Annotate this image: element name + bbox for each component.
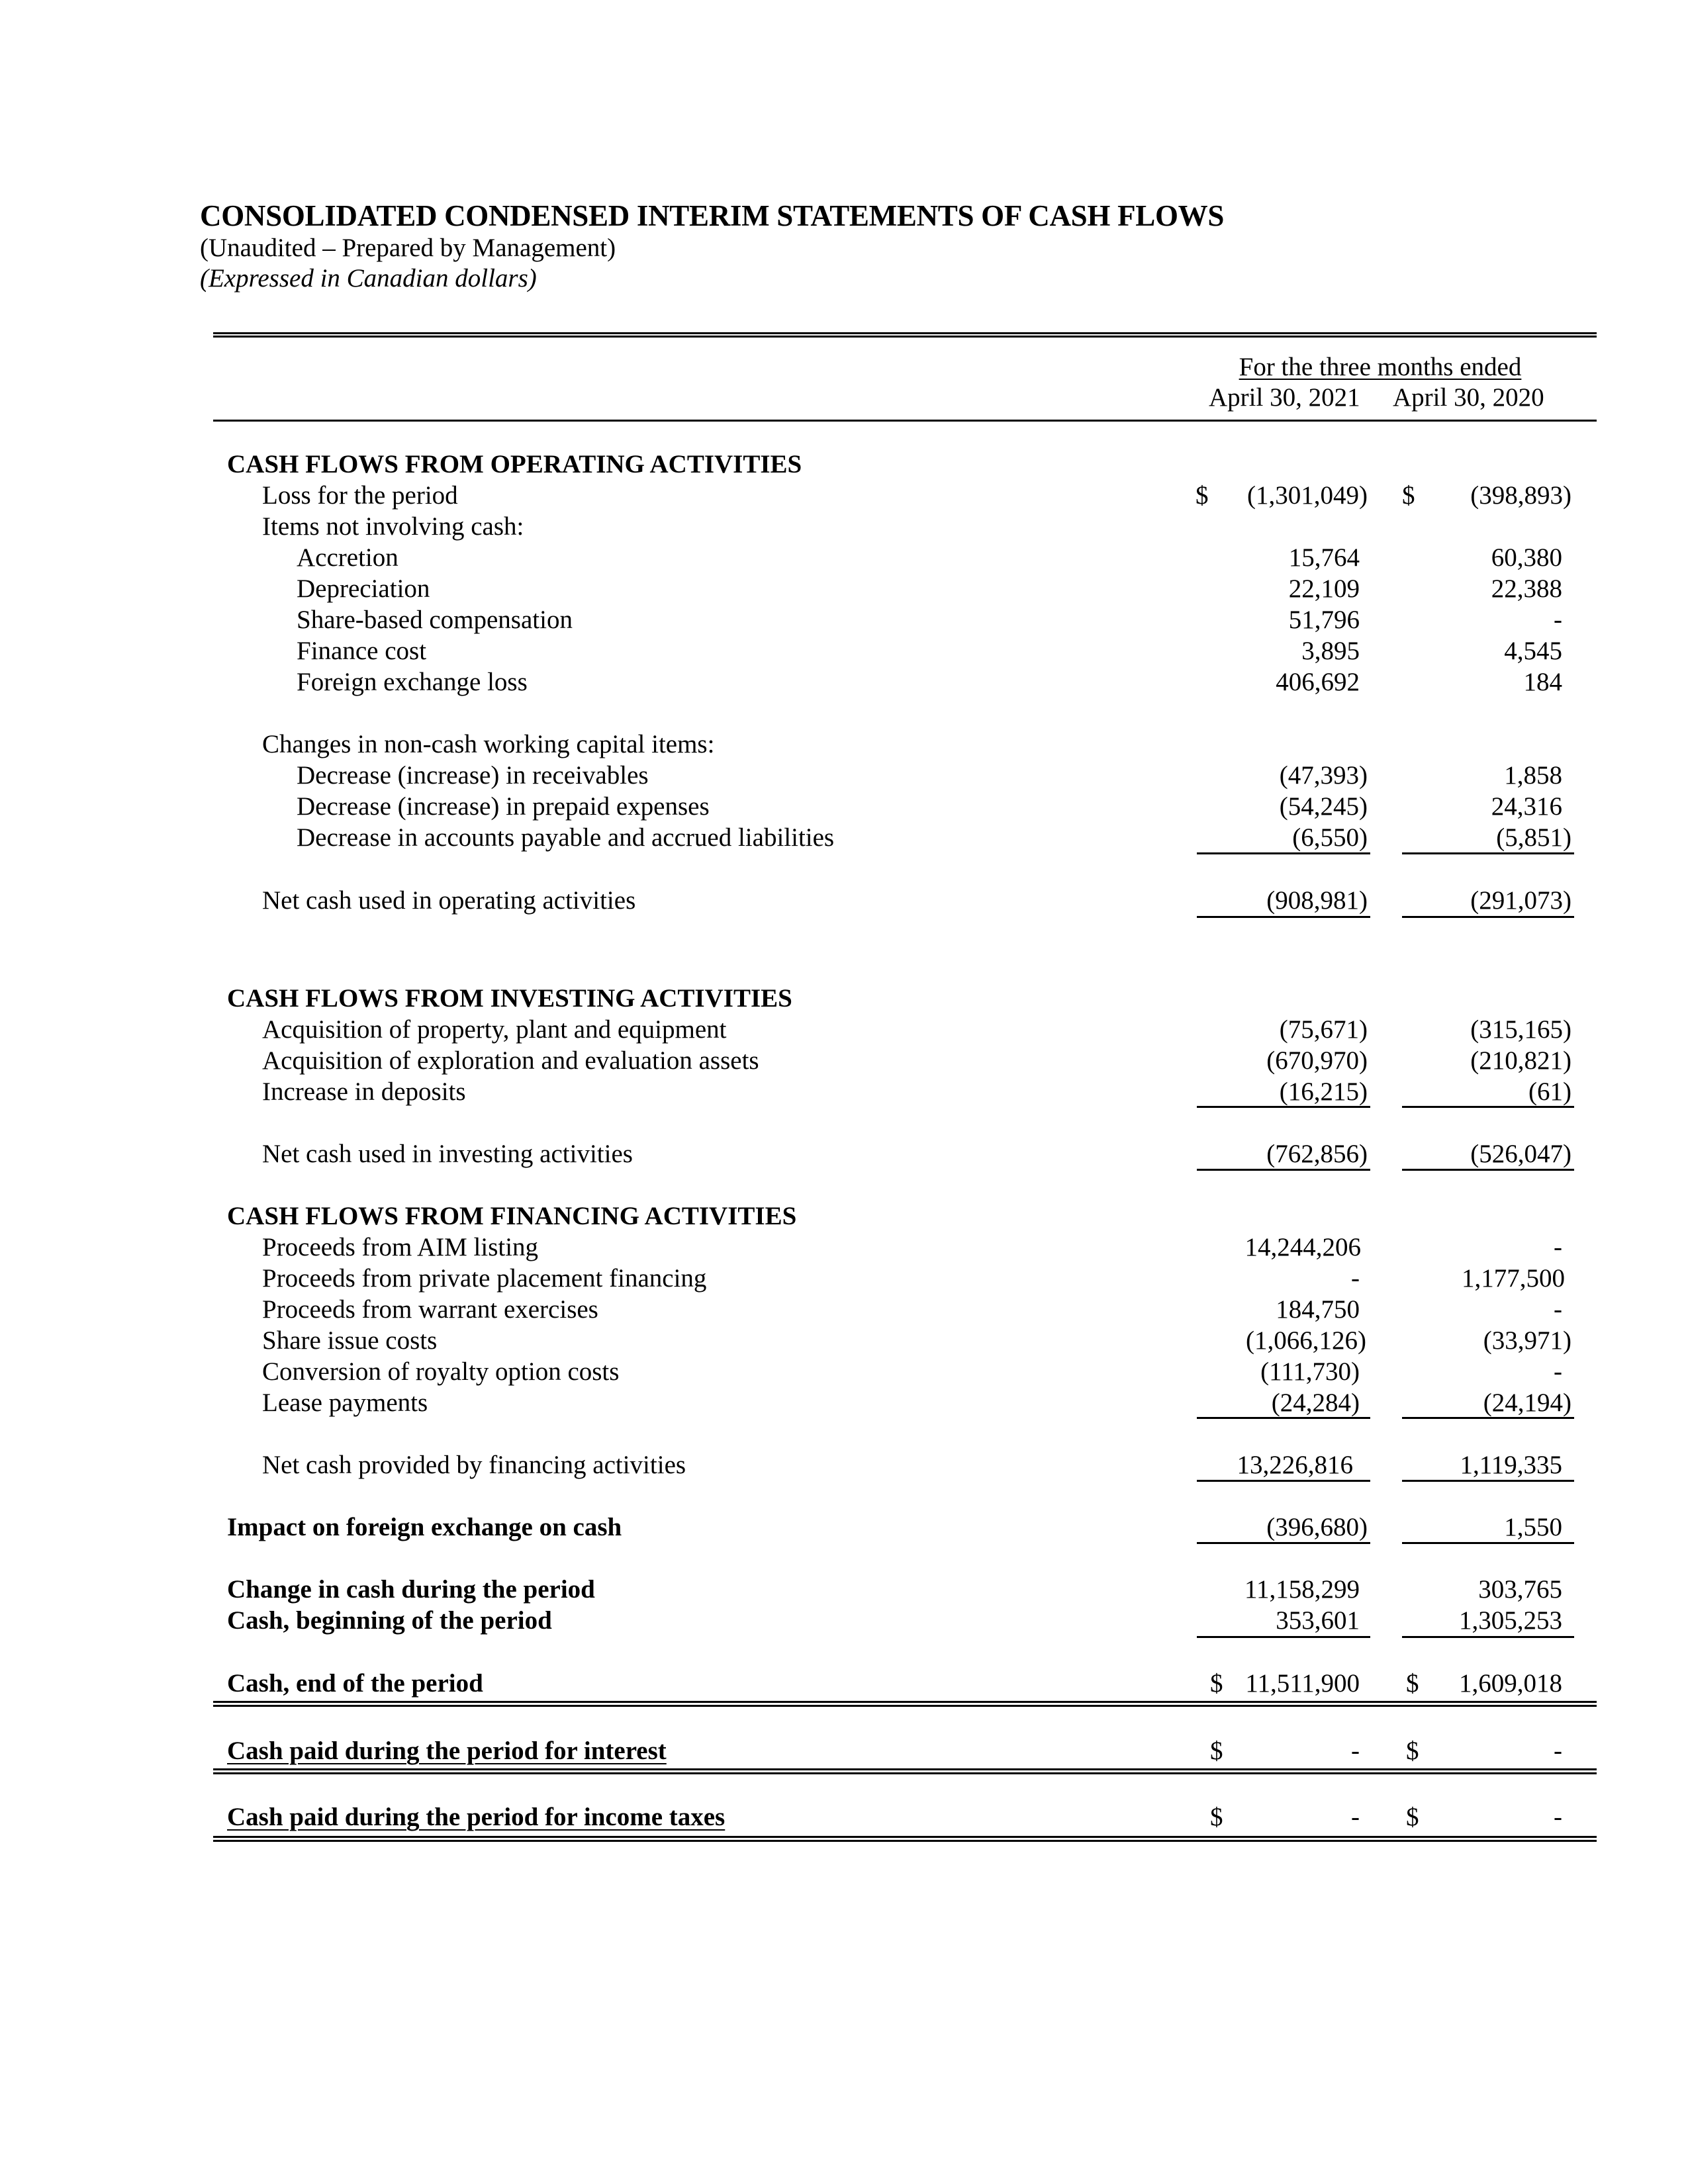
- value-2020: (210,821): [1470, 1046, 1571, 1075]
- value-2021: (111,730): [1260, 1357, 1360, 1386]
- value-2020: 1,177,500: [1462, 1264, 1565, 1293]
- value-2021: 11,511,900: [1245, 1669, 1360, 1698]
- value-2021: (1,066,126): [1246, 1326, 1366, 1355]
- subtotal-rule: [1197, 852, 1370, 854]
- column-header-2021: April 30, 2021: [1209, 383, 1360, 412]
- table-row: [0, 1325, 1688, 1356]
- value-2020: -: [1554, 1803, 1562, 1831]
- currency-symbol: $: [1406, 1669, 1419, 1698]
- section-heading: CASH FLOWS FROM FINANCING ACTIVITIES: [227, 1202, 797, 1230]
- currency-symbol: $: [1210, 1803, 1223, 1831]
- change-row: [0, 1574, 1688, 1605]
- value-2021: (75,671): [1279, 1015, 1368, 1044]
- row-label: Increase in deposits: [262, 1077, 466, 1106]
- double-rule: [213, 1772, 1597, 1774]
- taxes-row: [0, 1801, 1688, 1833]
- value-2021: -: [1351, 1803, 1360, 1831]
- table-row: [0, 635, 1688, 666]
- row-label: Decrease (increase) in receivables: [297, 761, 649, 790]
- row-label: Cash, end of the period: [227, 1669, 483, 1698]
- top-double-rule-2: [213, 336, 1597, 338]
- value-2021: 353,601: [1276, 1606, 1360, 1635]
- subheading-row: [0, 729, 1688, 760]
- currency-symbol: $: [1210, 1669, 1223, 1698]
- subheading: Changes in non-cash working capital items:: [262, 730, 715, 758]
- subtotal-rule: [1402, 852, 1574, 854]
- table-row: [0, 1232, 1688, 1263]
- fx-impact-row: [0, 1512, 1688, 1543]
- table-row: [0, 542, 1688, 573]
- value-2020: 184: [1523, 668, 1562, 696]
- value-2020: -: [1554, 1233, 1562, 1261]
- row-label: Net cash used in investing activities: [262, 1140, 633, 1168]
- total-row: [0, 885, 1688, 916]
- currency-symbol: $: [1406, 1737, 1419, 1765]
- value-2020: 1,550: [1504, 1513, 1562, 1541]
- value-2020: (291,073): [1470, 886, 1571, 915]
- value-2021: (47,393): [1279, 761, 1368, 790]
- total-rule: [1197, 1169, 1370, 1171]
- value-2021: 13,226,816: [1237, 1451, 1353, 1479]
- column-header-2020: April 30, 2020: [1393, 383, 1544, 412]
- section-heading: CASH FLOWS FROM OPERATING ACTIVITIES: [227, 450, 802, 478]
- currency-symbol: $: [1196, 481, 1209, 510]
- section-heading: CASH FLOWS FROM INVESTING ACTIVITIES: [227, 984, 792, 1013]
- table-row: [0, 822, 1688, 853]
- subtotal-rule: [1402, 1417, 1574, 1419]
- total-rule: [1197, 1480, 1370, 1482]
- table-row: [0, 604, 1688, 635]
- value-2021: (908,981): [1266, 886, 1368, 915]
- total-rule: [1402, 916, 1574, 918]
- value-2021: 184,750: [1276, 1295, 1360, 1324]
- row-label: Net cash used in operating activities: [262, 886, 636, 915]
- value-2020: 1,609,018: [1459, 1669, 1562, 1698]
- value-2021: -: [1351, 1264, 1360, 1293]
- subtotal-rule: [1197, 1636, 1370, 1638]
- row-label: Acquisition of exploration and evaluation assets: [262, 1046, 759, 1075]
- row-label: Finance cost: [297, 637, 427, 665]
- section-heading-operating: [0, 449, 1688, 480]
- double-rule: [213, 1701, 1597, 1703]
- subheading: Items not involving cash:: [262, 512, 524, 541]
- value-2021: 15,764: [1288, 543, 1360, 572]
- subtotal-rule: [1197, 1106, 1370, 1108]
- table-row: [0, 791, 1688, 822]
- row-label: Cash paid during the period for interest: [227, 1737, 667, 1765]
- value-2020: (315,165): [1470, 1015, 1571, 1044]
- row-label: Lease payments: [262, 1388, 428, 1417]
- table-row: [0, 573, 1688, 604]
- table-row: [0, 1263, 1688, 1294]
- value-2021: -: [1351, 1737, 1360, 1765]
- statement-title: CONSOLIDATED CONDENSED INTERIM STATEMENTS OF CASH FLOWS: [200, 199, 1225, 232]
- row-label: Acquisition of property, plant and equipment: [262, 1015, 727, 1044]
- subtotal-rule: [1197, 1417, 1370, 1419]
- table-row: [0, 1045, 1688, 1076]
- subtotal-rule: [1402, 1106, 1574, 1108]
- table-row: [0, 480, 1688, 511]
- value-2020: (24,194): [1483, 1388, 1571, 1417]
- value-2020: 60,380: [1491, 543, 1562, 572]
- value-2021: (762,856): [1266, 1140, 1368, 1168]
- value-2021: (670,970): [1266, 1046, 1368, 1075]
- value-2020: 303,765: [1478, 1575, 1562, 1604]
- double-rule: [213, 1768, 1597, 1770]
- row-label: Depreciation: [297, 574, 430, 603]
- value-2020: (5,851): [1496, 823, 1571, 852]
- value-2021: (54,245): [1279, 792, 1368, 821]
- value-2020: -: [1554, 1737, 1562, 1765]
- row-label: Share-based compensation: [297, 606, 573, 634]
- value-2020: (33,971): [1483, 1326, 1571, 1355]
- value-2020: 4,545: [1504, 637, 1562, 665]
- row-label: Proceeds from private placement financing: [262, 1264, 707, 1293]
- row-label: Proceeds from AIM listing: [262, 1233, 539, 1261]
- value-2021: 14,244,206: [1244, 1233, 1361, 1261]
- value-2021: 51,796: [1288, 606, 1360, 634]
- value-2021: (6,550): [1292, 823, 1368, 852]
- currency-symbol: $: [1402, 481, 1415, 510]
- value-2021: 406,692: [1276, 668, 1360, 696]
- header-rule: [213, 420, 1597, 422]
- value-2021: 3,895: [1301, 637, 1360, 665]
- statement-subtitle: (Unaudited – Prepared by Management): [200, 234, 616, 262]
- table-row: [0, 1387, 1688, 1418]
- row-label: Impact on foreign exchange on cash: [227, 1513, 622, 1541]
- value-2021: (24,284): [1271, 1388, 1360, 1417]
- row-label: Net cash provided by financing activities: [262, 1451, 686, 1479]
- total-rule: [1197, 1542, 1370, 1544]
- row-label: Share issue costs: [262, 1326, 438, 1355]
- currency-symbol: $: [1406, 1803, 1419, 1831]
- total-row: [0, 1449, 1688, 1480]
- table-row: [0, 1014, 1688, 1045]
- value-2020: (526,047): [1470, 1140, 1571, 1168]
- value-2021: 11,158,299: [1244, 1575, 1360, 1604]
- ending-row: [0, 1668, 1688, 1699]
- table-row: [0, 760, 1688, 791]
- double-rule: [213, 1840, 1597, 1842]
- double-rule: [213, 1836, 1597, 1838]
- row-label: Conversion of royalty option costs: [262, 1357, 620, 1386]
- total-rule: [1402, 1169, 1574, 1171]
- value-2020: (398,893): [1470, 481, 1571, 510]
- section-heading-investing: [0, 983, 1688, 1014]
- currency-note: (Expressed in Canadian dollars): [200, 264, 537, 293]
- row-label: Accretion: [297, 543, 399, 572]
- row-label: Proceeds from warrant exercises: [262, 1295, 598, 1324]
- section-heading-financing: [0, 1201, 1688, 1232]
- value-2021: (396,680): [1266, 1513, 1368, 1541]
- table-row: [0, 666, 1688, 698]
- value-2020: 22,388: [1491, 574, 1562, 603]
- table-row: [0, 1294, 1688, 1325]
- row-label: Loss for the period: [262, 481, 458, 510]
- row-label: Decrease (increase) in prepaid expenses: [297, 792, 710, 821]
- value-2020: 1,858: [1504, 761, 1562, 790]
- value-2020: -: [1554, 606, 1562, 634]
- value-2020: 1,305,253: [1459, 1606, 1562, 1635]
- double-rule: [213, 1705, 1597, 1707]
- total-rule: [1402, 1480, 1574, 1482]
- value-2020: 1,119,335: [1460, 1451, 1562, 1479]
- value-2020: -: [1554, 1295, 1562, 1324]
- period-header: For the three months ended: [1239, 353, 1522, 381]
- row-label: Cash paid during the period for income taxes: [227, 1803, 726, 1831]
- table-row: [0, 1076, 1688, 1107]
- value-2020: (61): [1528, 1077, 1571, 1106]
- value-2021: (1,301,049): [1247, 481, 1368, 510]
- currency-symbol: $: [1210, 1737, 1223, 1765]
- total-rule: [1197, 916, 1370, 918]
- top-double-rule: [213, 332, 1597, 334]
- value-2020: -: [1554, 1357, 1562, 1386]
- row-label: Foreign exchange loss: [297, 668, 528, 696]
- table-row: [0, 1356, 1688, 1387]
- beginning-row: [0, 1605, 1688, 1636]
- value-2021: 22,109: [1288, 574, 1360, 603]
- total-rule: [1402, 1542, 1574, 1544]
- row-label: Change in cash during the period: [227, 1575, 595, 1604]
- row-label: Cash, beginning of the period: [227, 1606, 552, 1635]
- subtotal-rule: [1402, 1636, 1574, 1638]
- subheading-row: [0, 511, 1688, 542]
- row-label: Decrease in accounts payable and accrued liabilities: [297, 823, 835, 852]
- value-2021: (16,215): [1279, 1077, 1368, 1106]
- interest-row: [0, 1735, 1688, 1766]
- total-row: [0, 1138, 1688, 1169]
- value-2020: 24,316: [1491, 792, 1562, 821]
